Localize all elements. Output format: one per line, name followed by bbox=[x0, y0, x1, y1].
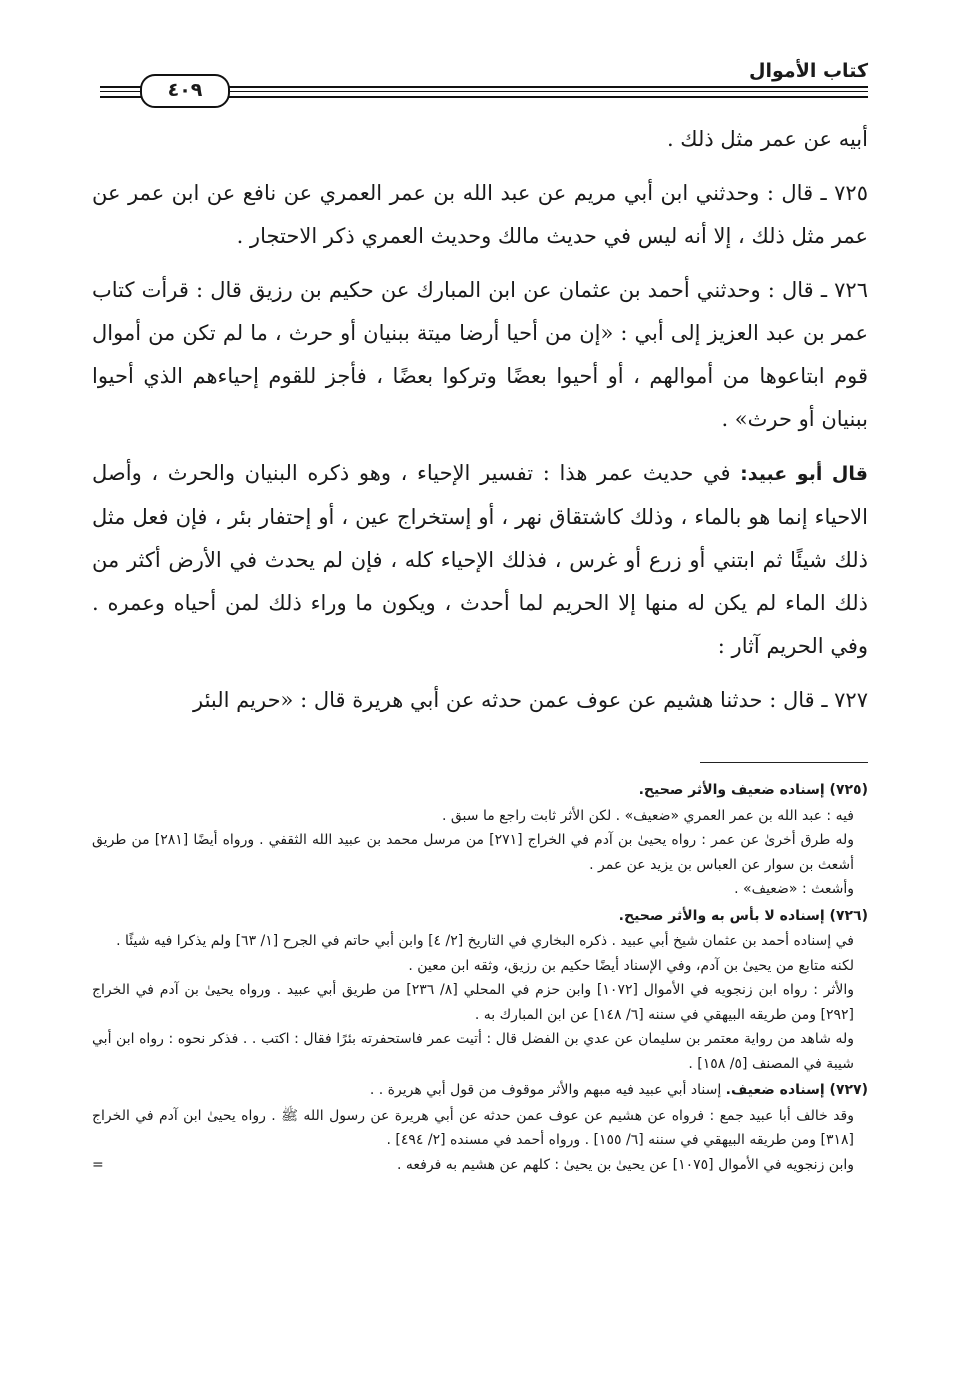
paragraph-725: ٧٢٥ ـ قال : وحدثني ابن أبي مريم عن عبد الله بن عمر العمري عن نافع عن ابن عمر عن عمر مثل ذلك ، إلا أنه ليس في حديث مالك وحديث العمري ذكر الاحتجار . bbox=[92, 181, 868, 248]
footnote-heading-725: (٧٢٥) إسناده ضعيف والأثر صحيح. bbox=[638, 782, 868, 798]
paragraph-726: ٧٢٦ ـ قال : وحدثني أحمد بن عثمان عن ابن المبارك عن حكيم بن رزيق قال : قرأت كتاب عمر بن عبد العزيز إلى أبي : «إن من أحيا أرضا ميتة ببنيان أو حرث ، ما لم تكن من أموال قوم ابتاعوها من أموالهم ، أو أحيوا بعضًا وتركوا بعضًا ، فأجز للقوم إحياءهم الذي أحيوا ببنيان أو حرث» . bbox=[92, 278, 868, 431]
footnote-line: وابن زنجويه في الأموال [١٠٧٥] عن يحيىٰ بن يحيىٰ : كلهم عن هشيم به فرفعه . bbox=[397, 1156, 854, 1173]
footnote-line: وله طرق أخرىٰ عن عمر : رواه يحيىٰ بن آدم في الخراج [٢٧١] من مرسل محمد بن عبيد الله الثقفي . ورواه أيضًا [٢٨١] من طريق أشعث بن سوار عن العباس بن يزيد عن عمر . bbox=[92, 832, 854, 873]
main-text bbox=[92, 118, 868, 733]
page-number: ٤٠٩ bbox=[140, 74, 230, 108]
footnote-line: فيه : عبد الله بن عمر العمري «ضعيف» . لكن الأثر ثابت راجع ما سبق . bbox=[441, 807, 854, 824]
paragraph-727: ٧٢٧ ـ قال : حدثنا هشيم عن عوف عمن حدثه عن أبي هريرة قال : «حريم البئر bbox=[193, 688, 868, 712]
footnote-line: وقد خالف أبا عبيد جمع : فرواه عن هشيم عن عوف عمن حدثه عن أبي هريرة عن رسول الله ﷺ . رواه يحيىٰ ابن آدم في الخراج [٣١٨] ومن طريقه البيهقي في سننه [٦/ ١٥٥] . ورواه أحمد في مسنده [٢/ ٤٩٤] . bbox=[92, 1107, 854, 1148]
footnote-heading-727 bbox=[92, 1078, 868, 1103]
book-title: كتاب الأموال bbox=[749, 60, 868, 82]
footnote-last-row bbox=[92, 1153, 868, 1178]
footnote-line: وله شاهد من رواية معتمر بن سليمان عن عدي بن الفضل قال : أتيت عمر فاستحفرته بئرًا فقال : اكتب . . فذكر نحوه : رواه ابن أبي شيبة في المصنف [٥/ ١٥٨] . bbox=[92, 1031, 854, 1072]
footnote-line: لكنه متابع من يحيىٰ بن آدم، وفي الإسناد أيضًا حكيم بن رزيق، وثقه ابن معين . bbox=[408, 957, 854, 974]
paragraph: أبيه عن عمر مثل ذلك . bbox=[666, 127, 868, 151]
footnotes bbox=[92, 776, 868, 1177]
footnote-grade-detail: إسناد أبي عبيد فيه مبهم والأثر موقوف من قول أبي هريرة . . bbox=[369, 1082, 726, 1098]
footnote-separator bbox=[700, 762, 868, 763]
continuation-mark: = bbox=[92, 1156, 104, 1173]
footnote-heading-726: (٧٢٦) إسناده لا بأس به والأثر صحيح. bbox=[618, 907, 868, 924]
footnote-line: في إسناده أحمد بن عثمان شيخ أبي عبيد . ذكره البخاري في التاريخ [٢/ ٤] وابن أبي حاتم في الجرح [١/ ٦٣] ولم يذكرا فيه شيئًا . bbox=[116, 933, 854, 949]
paragraph-text: في حديث عمر هذا : تفسير الإحياء ، وهو ذكره البنيان والحرث ، وأصل الاحياء إنما هو بالماء ، وذلك كاشتقاق نهر ، أو إستخراج عين ، أو إحتفار بئر ، فإن فعل مثل ذلك شيئًا ثم ابتني أو زرع أو غرس ، فذلك الإحياء كله ، فإن لم يحدث في الأرض أكثر من ذلك الماء لم يكن له منها إلا الحريم لما أحدث ، ويكون ما وراء ذلك لمن أحياه وعمره . وفي الحريم آثار : bbox=[92, 461, 868, 658]
footnote-line: وأشعث : «ضعيف» . bbox=[734, 881, 854, 897]
page-header bbox=[100, 58, 868, 110]
speaker-label: قال أبو عبيد: bbox=[740, 463, 868, 485]
footnote-line: والأثر : رواه ابن زنجويه في الأموال [١٠٧٢] وابن حزم في المحلي [٨/ ٢٣٦] من طريق أبي عبيد . ورواه يحيىٰ بن آدم في الخراج [٢٩٢] ومن طريقه البيهقي في سننه [٦/ ١٤٨] عن ابن المبارك به . bbox=[92, 982, 855, 1023]
footnote-grade: (٧٢٧) إسناده ضعيف. bbox=[725, 1082, 868, 1098]
paragraph-abu-ubaid bbox=[92, 452, 868, 668]
